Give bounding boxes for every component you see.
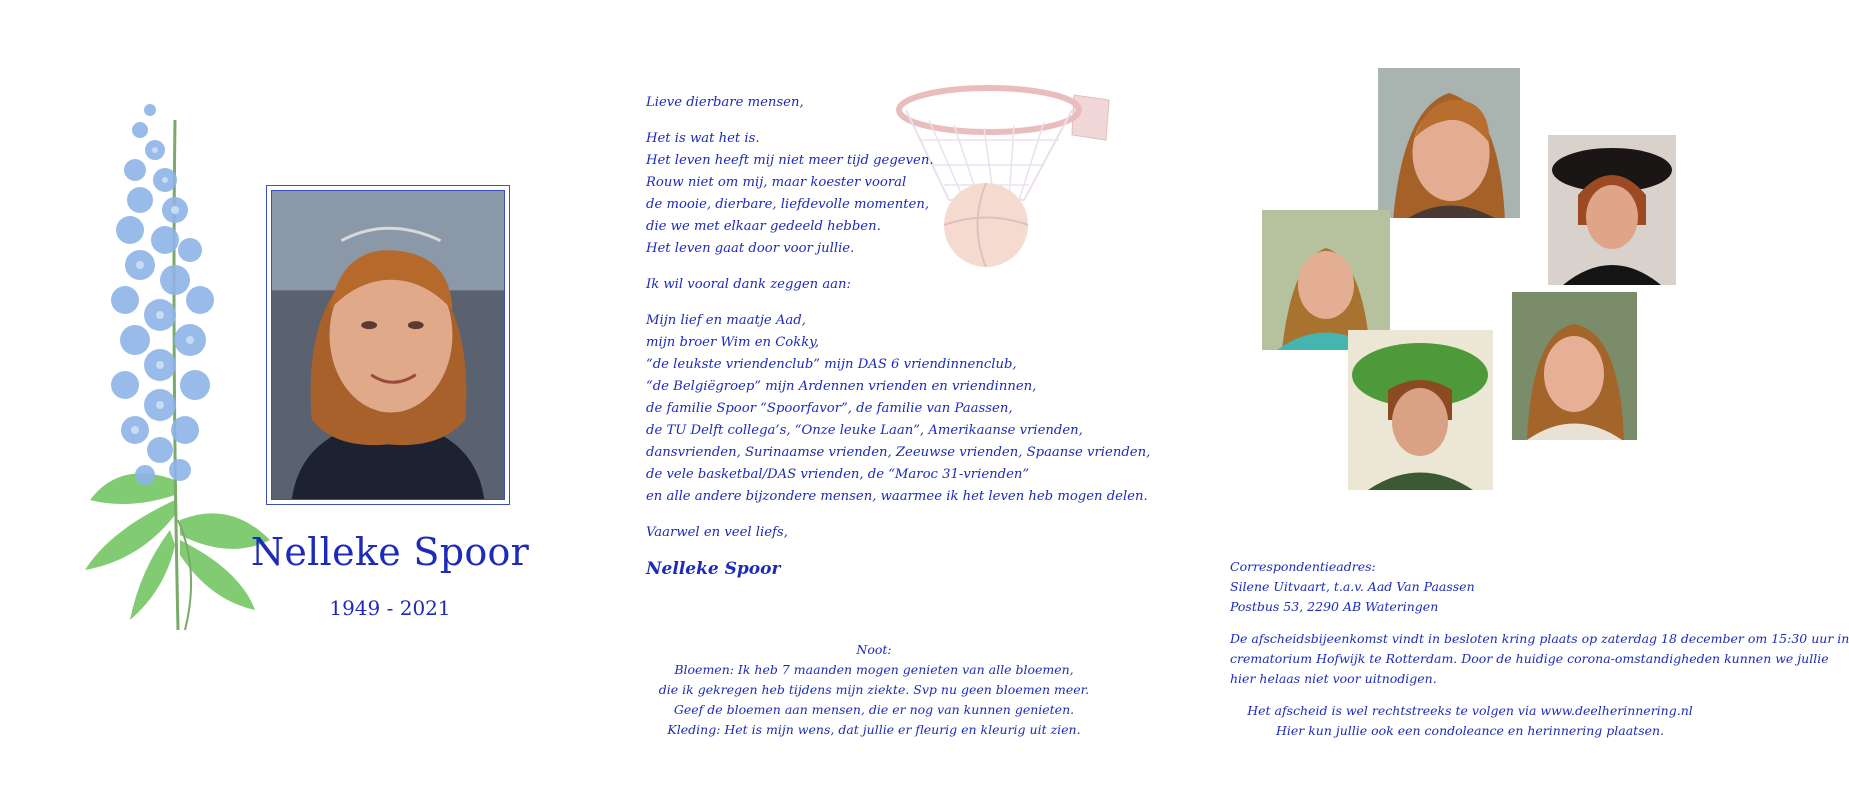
left-panel xyxy=(0,0,584,807)
thanks-line: de vele basketbal/DAS vrienden, de “Maroc 31-vrienden” xyxy=(646,467,1030,482)
letter-line: die we met elkaar gedeeld hebben. xyxy=(646,219,881,234)
photo-oval-right-bottom xyxy=(1512,292,1637,440)
thanks-line: de familie Spoor “Spoorfavor”, de familie van Paassen, xyxy=(646,401,1013,416)
note-line: Kleding: Het is mijn wens, dat jullie er fleurig en kleurig uit zien. xyxy=(667,722,1081,737)
note-line: die ik gekregen heb tijdens mijn ziekte. Svp nu geen bloemen meer. xyxy=(658,682,1090,697)
thanks-line: “de leukste vriendenclub” mijn DAS 6 vriendinnenclub, xyxy=(646,357,1017,372)
letter-thanks-intro: Ik wil vooral dank zeggen aan: xyxy=(646,277,851,292)
ceremony-info xyxy=(1230,629,1849,689)
letter-thanks-list xyxy=(646,310,1151,508)
letter-line: Het leven gaat door voor jullie. xyxy=(646,241,855,256)
correspondence-section xyxy=(1230,557,1849,753)
address-line: Correspondentieadres: xyxy=(1230,559,1376,574)
thanks-line: dansvrienden, Surinaamse vrienden, Zeeuwse vrienden, Spaanse vrienden, xyxy=(646,445,1151,460)
photo-oval-bottom-center xyxy=(1348,330,1493,490)
note-line: Geef de bloemen aan mensen, die er nog van kunnen genieten. xyxy=(673,702,1075,717)
deceased-name: Nelleke Spoor xyxy=(250,530,530,574)
thanks-line: “de Belgiëgroep” mijn Ardennen vrienden en vriendinnen, xyxy=(646,379,1037,394)
note-line: Bloemen: Ik heb 7 maanden mogen genieten van alle bloemen, xyxy=(674,662,1074,677)
life-years: 1949 - 2021 xyxy=(329,596,451,620)
letter-farewell: Vaarwel en veel liefs, xyxy=(646,525,788,540)
letter-line: Het is wat het is. xyxy=(646,131,760,146)
note-section xyxy=(654,640,1094,740)
thanks-line: Mijn lief en maatje Aad, xyxy=(646,313,806,328)
farewell-letter xyxy=(646,92,1151,580)
correspondence-address xyxy=(1230,557,1710,617)
portrait-frame xyxy=(266,185,510,505)
livestream-info xyxy=(1230,701,1710,741)
stream-line: Hier kun jullie ook een condoleance en herinnering plaatsen. xyxy=(1275,723,1665,738)
stream-line: Het afscheid is wel rechtstreeks te volgen via www.deelherinnering.nl xyxy=(1247,703,1693,718)
thanks-line: mijn broer Wim en Cokky, xyxy=(646,335,820,350)
right-panel xyxy=(1168,0,1849,807)
letter-line: Het leven heeft mij niet meer tijd gegeven. xyxy=(646,153,934,168)
letter-line: de mooie, dierbare, liefdevolle momenten, xyxy=(646,197,930,212)
address-line: Silene Uitvaart, t.a.v. Aad Van Paassen xyxy=(1230,579,1475,594)
address-line: Postbus 53, 2290 AB Wateringen xyxy=(1230,599,1439,614)
photo-oval-right-top xyxy=(1548,135,1676,285)
portrait-photo xyxy=(271,190,505,500)
note-title: Noot: xyxy=(856,642,892,657)
thanks-line: en alle andere bijzondere mensen, waarmee ik het leven heb mogen delen. xyxy=(646,489,1148,504)
letter-signature: Nelleke Spoor xyxy=(646,559,781,579)
ceremony-line: hier helaas niet voor uitnodigen. xyxy=(1230,671,1437,686)
thanks-line: de TU Delft collega’s, “Onze leuke Laan”, Amerikaanse vrienden, xyxy=(646,423,1083,438)
photo-oval-left xyxy=(1262,210,1390,350)
photo-oval-top xyxy=(1378,68,1520,218)
letter-paragraph-1 xyxy=(646,128,1086,260)
letter-line: Rouw niet om mij, maar koester vooral xyxy=(646,175,907,190)
letter-greeting: Lieve dierbare mensen, xyxy=(646,95,804,110)
ceremony-line: crematorium Hofwijk te Rotterdam. Door de huidige corona-omstandigheden kunnen we jullie xyxy=(1230,651,1829,666)
ceremony-line: De afscheidsbijeenkomst vindt in besloten kring plaats op zaterdag 18 december om 15:30 uur in xyxy=(1230,631,1849,646)
middle-panel xyxy=(584,0,1168,807)
delphinium-flower-illustration xyxy=(80,100,280,660)
